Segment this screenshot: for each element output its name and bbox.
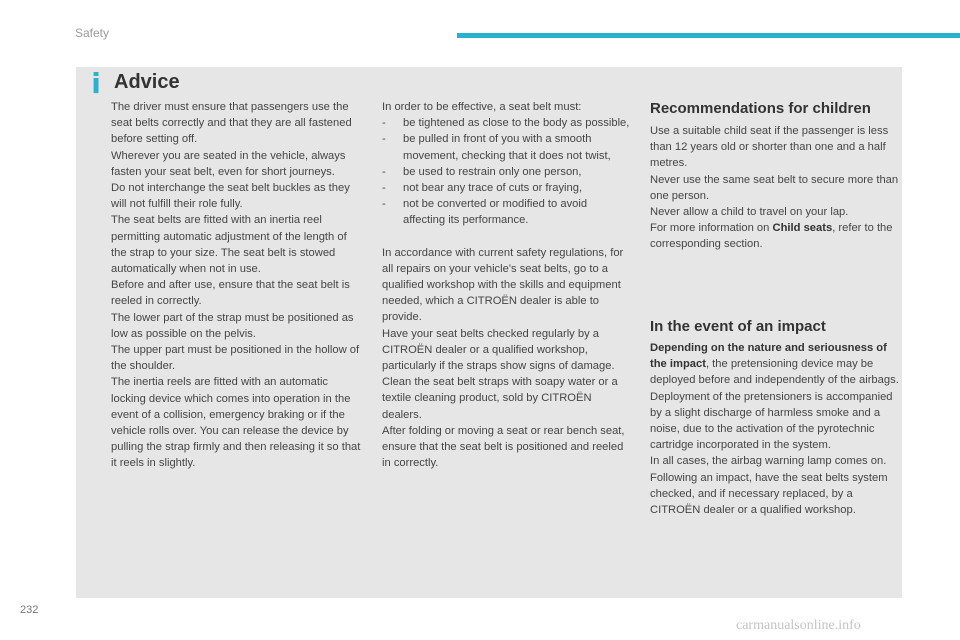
seat-belt-requirements-list — [382, 115, 632, 228]
impact-heading: In the event of an impact — [650, 318, 826, 335]
watermark: carmanualsonline.info — [736, 618, 861, 633]
impact-paragraph: Deployment of the pretensioners is accompanied by a slight discharge of harmless smoke and a noise, due to the activation of the pyrotechnic cartridge incorporated in the system. — [650, 390, 893, 452]
advice-paragraph: Do not interchange the seat belt buckles as they will not fulfill their role fully. — [111, 182, 350, 211]
children-more-info — [650, 220, 902, 252]
section-title: Safety — [75, 26, 110, 40]
children-heading: Recommendations for children — [650, 100, 871, 117]
list-item: - not bear any trace of cuts or fraying, — [382, 180, 632, 196]
list-item: - not be converted or modified to avoid affecting its performance. — [382, 196, 632, 228]
info-icon: i — [91, 67, 101, 100]
children-paragraph: Never allow a child to travel on your lap. — [650, 206, 849, 219]
impact-section — [650, 340, 902, 518]
children-paragraph: Use a suitable child seat if the passenger is less than 12 years old or shorter than one and a half metres. — [650, 125, 889, 170]
advice-paragraph: The upper part must be positioned in the hollow of the shoulder. — [111, 344, 360, 373]
advice-paragraph: In accordance with current safety regulations, for all repairs on your vehicle's seat belts, go to a qualified workshop with the skills and equipment needed, which a CITROËN dealer is able to provide. — [382, 246, 624, 324]
list-item: - be pulled in front of you with a smooth movement, checking that it does not twist, — [382, 131, 632, 163]
advice-paragraph: Have your seat belts checked regularly by a CITROËN dealer or a qualified workshop, particularly if the straps show signs of damage. — [382, 327, 615, 373]
advice-column-2 — [382, 99, 632, 471]
children-paragraph: Never use the same seat belt to secure more than one person. — [650, 173, 899, 202]
advice-paragraph: After folding or moving a seat or rear bench seat, ensure that the seat belt is positioned and reeled in correctly. — [382, 424, 625, 470]
impact-lead-bold: Depending on the nature and seriousness of the impact — [650, 342, 887, 371]
advice-paragraph: The lower part of the strap must be positioned as low as possible on the pelvis. — [111, 311, 354, 340]
list-item: - be tightened as close to the body as possible, — [382, 115, 632, 131]
children-section — [650, 123, 902, 253]
impact-lead-rest: , the pretensioning device may be deployed before and independently of the airbags. — [650, 358, 899, 387]
advice-paragraph: Wherever you are seated in the vehicle, always fasten your seat belt, even for short journeys. — [111, 149, 346, 178]
more-suffix: , refer to the corresponding section. — [650, 222, 893, 251]
list-item: - be used to restrain only one person, — [382, 164, 632, 180]
advice-paragraph: The seat belts are fitted with an inertia reel permitting automatic adjustment of the length of the strap to your size. The seat belt is stowed automatically when not in use. — [111, 214, 347, 276]
advice-paragraph: Before and after use, ensure that the seat belt is reeled in correctly. — [111, 279, 350, 308]
advice-paragraph: The driver must ensure that passengers use the seat belts correctly and that they are all fastened before setting off. — [111, 101, 352, 146]
header-accent-bar — [457, 33, 960, 38]
advice-column-1 — [111, 99, 361, 472]
advice-paragraph: The inertia reels are fitted with an automatic locking device which comes into operation in the event of a collision, emergency braking or if the vehicle rolls over. You can release the device by pulling the strap firmly and then releasing it so that it reels in slightly. — [111, 376, 361, 470]
advice-paragraph: Clean the seat belt straps with soapy water or a textile cleaning product, sold by CITROËN dealers. — [382, 376, 618, 421]
advice-heading: Advice — [114, 71, 180, 93]
spacer — [382, 229, 632, 245]
page-number: 232 — [20, 604, 39, 616]
impact-paragraph: In all cases, the airbag warning lamp comes on. — [650, 455, 887, 468]
child-seats-reference: Child seats — [772, 222, 833, 235]
impact-paragraph: Following an impact, have the seat belts system checked, and if necessary replaced, by a CITROËN dealer or a qualified workshop. — [650, 471, 888, 517]
impact-lead — [650, 340, 902, 389]
seat-belt-intro: In order to be effective, a seat belt must: — [382, 101, 582, 113]
more-prefix: For more information on — [650, 222, 773, 235]
